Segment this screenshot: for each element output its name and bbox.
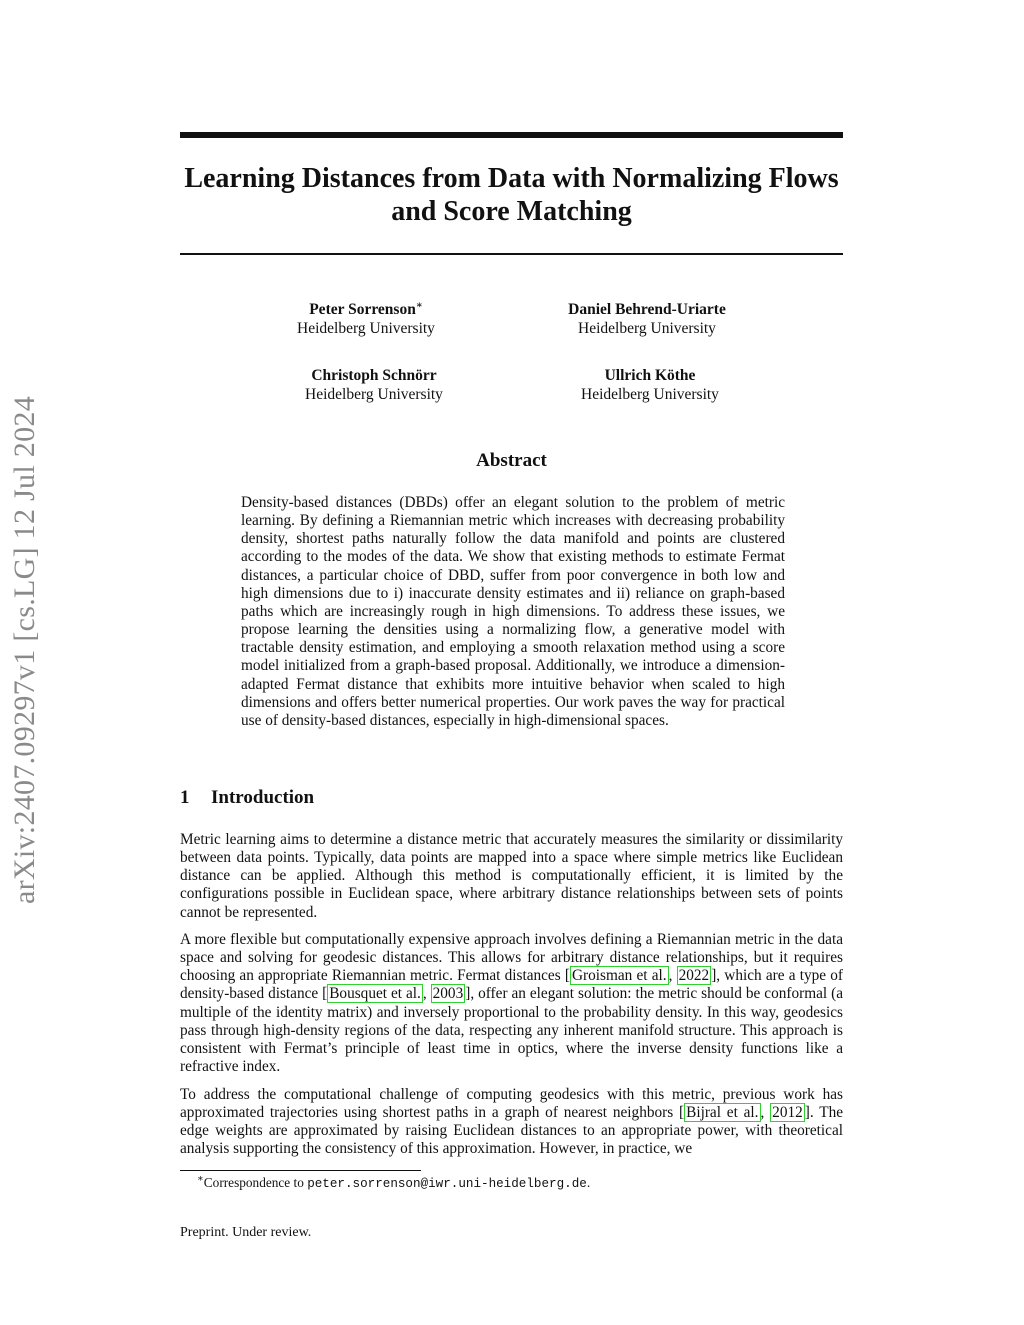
abstract-heading: Abstract bbox=[476, 450, 547, 471]
citation-separator: , bbox=[760, 1104, 771, 1122]
author-block bbox=[527, 300, 767, 338]
section-number: 1 bbox=[180, 787, 190, 808]
author-affiliation: Heidelberg University bbox=[297, 320, 435, 337]
paragraph-text: ]. The edge weights are approximated by raising Euclidean distances to an appropriate power, with theoretical analysis supporting the consistency of this approximation. However, in practice, we bbox=[180, 1104, 844, 1158]
author-name: Ullrich Köthe bbox=[604, 367, 696, 384]
citation-link[interactable]: Bijral et al. bbox=[686, 1104, 759, 1122]
author-name: Christoph Schnörr bbox=[311, 367, 437, 384]
author-footnote-mark: ∗ bbox=[415, 299, 423, 311]
section-title: Introduction bbox=[211, 787, 315, 808]
intro-paragraph-3 bbox=[180, 1086, 843, 1159]
intro-paragraph-2 bbox=[180, 931, 843, 1076]
intro-paragraph-1: Metric learning aims to determine a distance metric that accurately measures the similarity or dissimilarity between data points. Typically, data points are mapped into a space where simple metrics like Euclidean distance can be applied. Although this method is computationally efficient, it is limited by the configurations possible in Euclidean space, where arbitrary distance relationships between sets of points cannot be represented. bbox=[180, 831, 843, 921]
author-affiliation: Heidelberg University bbox=[305, 386, 443, 403]
author-name: Peter Sorrenson bbox=[309, 301, 416, 318]
paper-title bbox=[180, 162, 843, 228]
citation-link[interactable]: Groisman et al. bbox=[571, 967, 667, 985]
author-block bbox=[254, 366, 494, 404]
arxiv-identifier: arXiv:2407.09297v1 [cs.LG] 12 Jul 2024 bbox=[8, 396, 41, 905]
citation-link[interactable]: 2012 bbox=[772, 1104, 803, 1122]
paragraph-text: A more flexible but computationally expensive approach involves defining a Riemannian metric in the data space and solving for geodesic distances. This allows for arbitrary distance relationships, but it requires choosing an appropriate Riemannian metric. Fermat distances [ bbox=[180, 931, 843, 985]
author-block bbox=[530, 366, 770, 404]
paragraph-text: ], offer an elegant solution: the metric should be conformal (a multiple of the identity matrix) and inversely proportional to the probability density. In this way, geodesics pass through high-density regions of the data, respecting any inherent manifold structure. This approach is consistent with Fermat’s principle of least time in optics, where the inverse density functions like a refractive index. bbox=[180, 985, 843, 1076]
citation-link[interactable]: 2003 bbox=[432, 985, 464, 1003]
title-line-1: Learning Distances from Data with Normalizing Flows bbox=[184, 163, 839, 194]
citation-separator: , bbox=[422, 985, 431, 1003]
section-heading bbox=[180, 787, 314, 809]
footnote-end: . bbox=[586, 1175, 591, 1190]
title-bottom-rule bbox=[180, 253, 843, 255]
author-affiliation: Heidelberg University bbox=[581, 386, 719, 403]
author-block bbox=[246, 300, 486, 338]
author-name: Daniel Behrend-Uriarte bbox=[568, 301, 726, 318]
preprint-note: Preprint. Under review. bbox=[180, 1225, 312, 1240]
footnote-email[interactable]: peter.sorrenson@iwr.uni-heidelberg.de bbox=[307, 1177, 587, 1191]
footnote-rule bbox=[180, 1170, 421, 1171]
paragraph-text: To address the computational challenge of computing geodesics with this metric, previous work has approximated trajectories using shortest paths in a graph of nearest neighbors [ bbox=[180, 1086, 843, 1122]
title-top-rule bbox=[180, 132, 843, 138]
footnote-mark: ∗ bbox=[197, 1173, 204, 1185]
footnote-text: Correspondence to bbox=[203, 1175, 308, 1190]
title-line-2: and Score Matching bbox=[391, 196, 632, 227]
abstract-text: Density-based distances (DBDs) offer an elegant solution to the problem of metric learning. By defining a Riemannian metric which increases with decreasing probability density, shortest paths naturally follow the data manifold and points are clustered according to the modes of the data. We show that existing methods to estimate Fermat distances, a particular choice of DBD, suffer from poor convergence in both low and high dimensions due to i) inaccurate density estimates and ii) reliance on graph-based paths which are increasingly rough in high dimensions. To address these issues, we propose learning the densities using a normalizing flow, a generative model with tractable density estimation, and employing a smooth relaxation method using a score model initialized from a graph-based proposal. Additionally, we introduce a dimension-adapted Fermat distance that exhibits more intuitive behavior when scaled to high dimensions and offers better numerical properties. Our work paves the way for practical use of density-based distances, especially in high-dimensional spaces. bbox=[241, 494, 785, 729]
citation-link[interactable]: 2022 bbox=[678, 967, 710, 985]
paragraph-text: ], which are a type of density-based distance [ bbox=[180, 967, 843, 1003]
citation-link[interactable]: Bousquet et al. bbox=[329, 985, 421, 1003]
footnote bbox=[197, 1175, 590, 1191]
author-affiliation: Heidelberg University bbox=[578, 320, 716, 337]
citation-separator: , bbox=[668, 967, 677, 985]
